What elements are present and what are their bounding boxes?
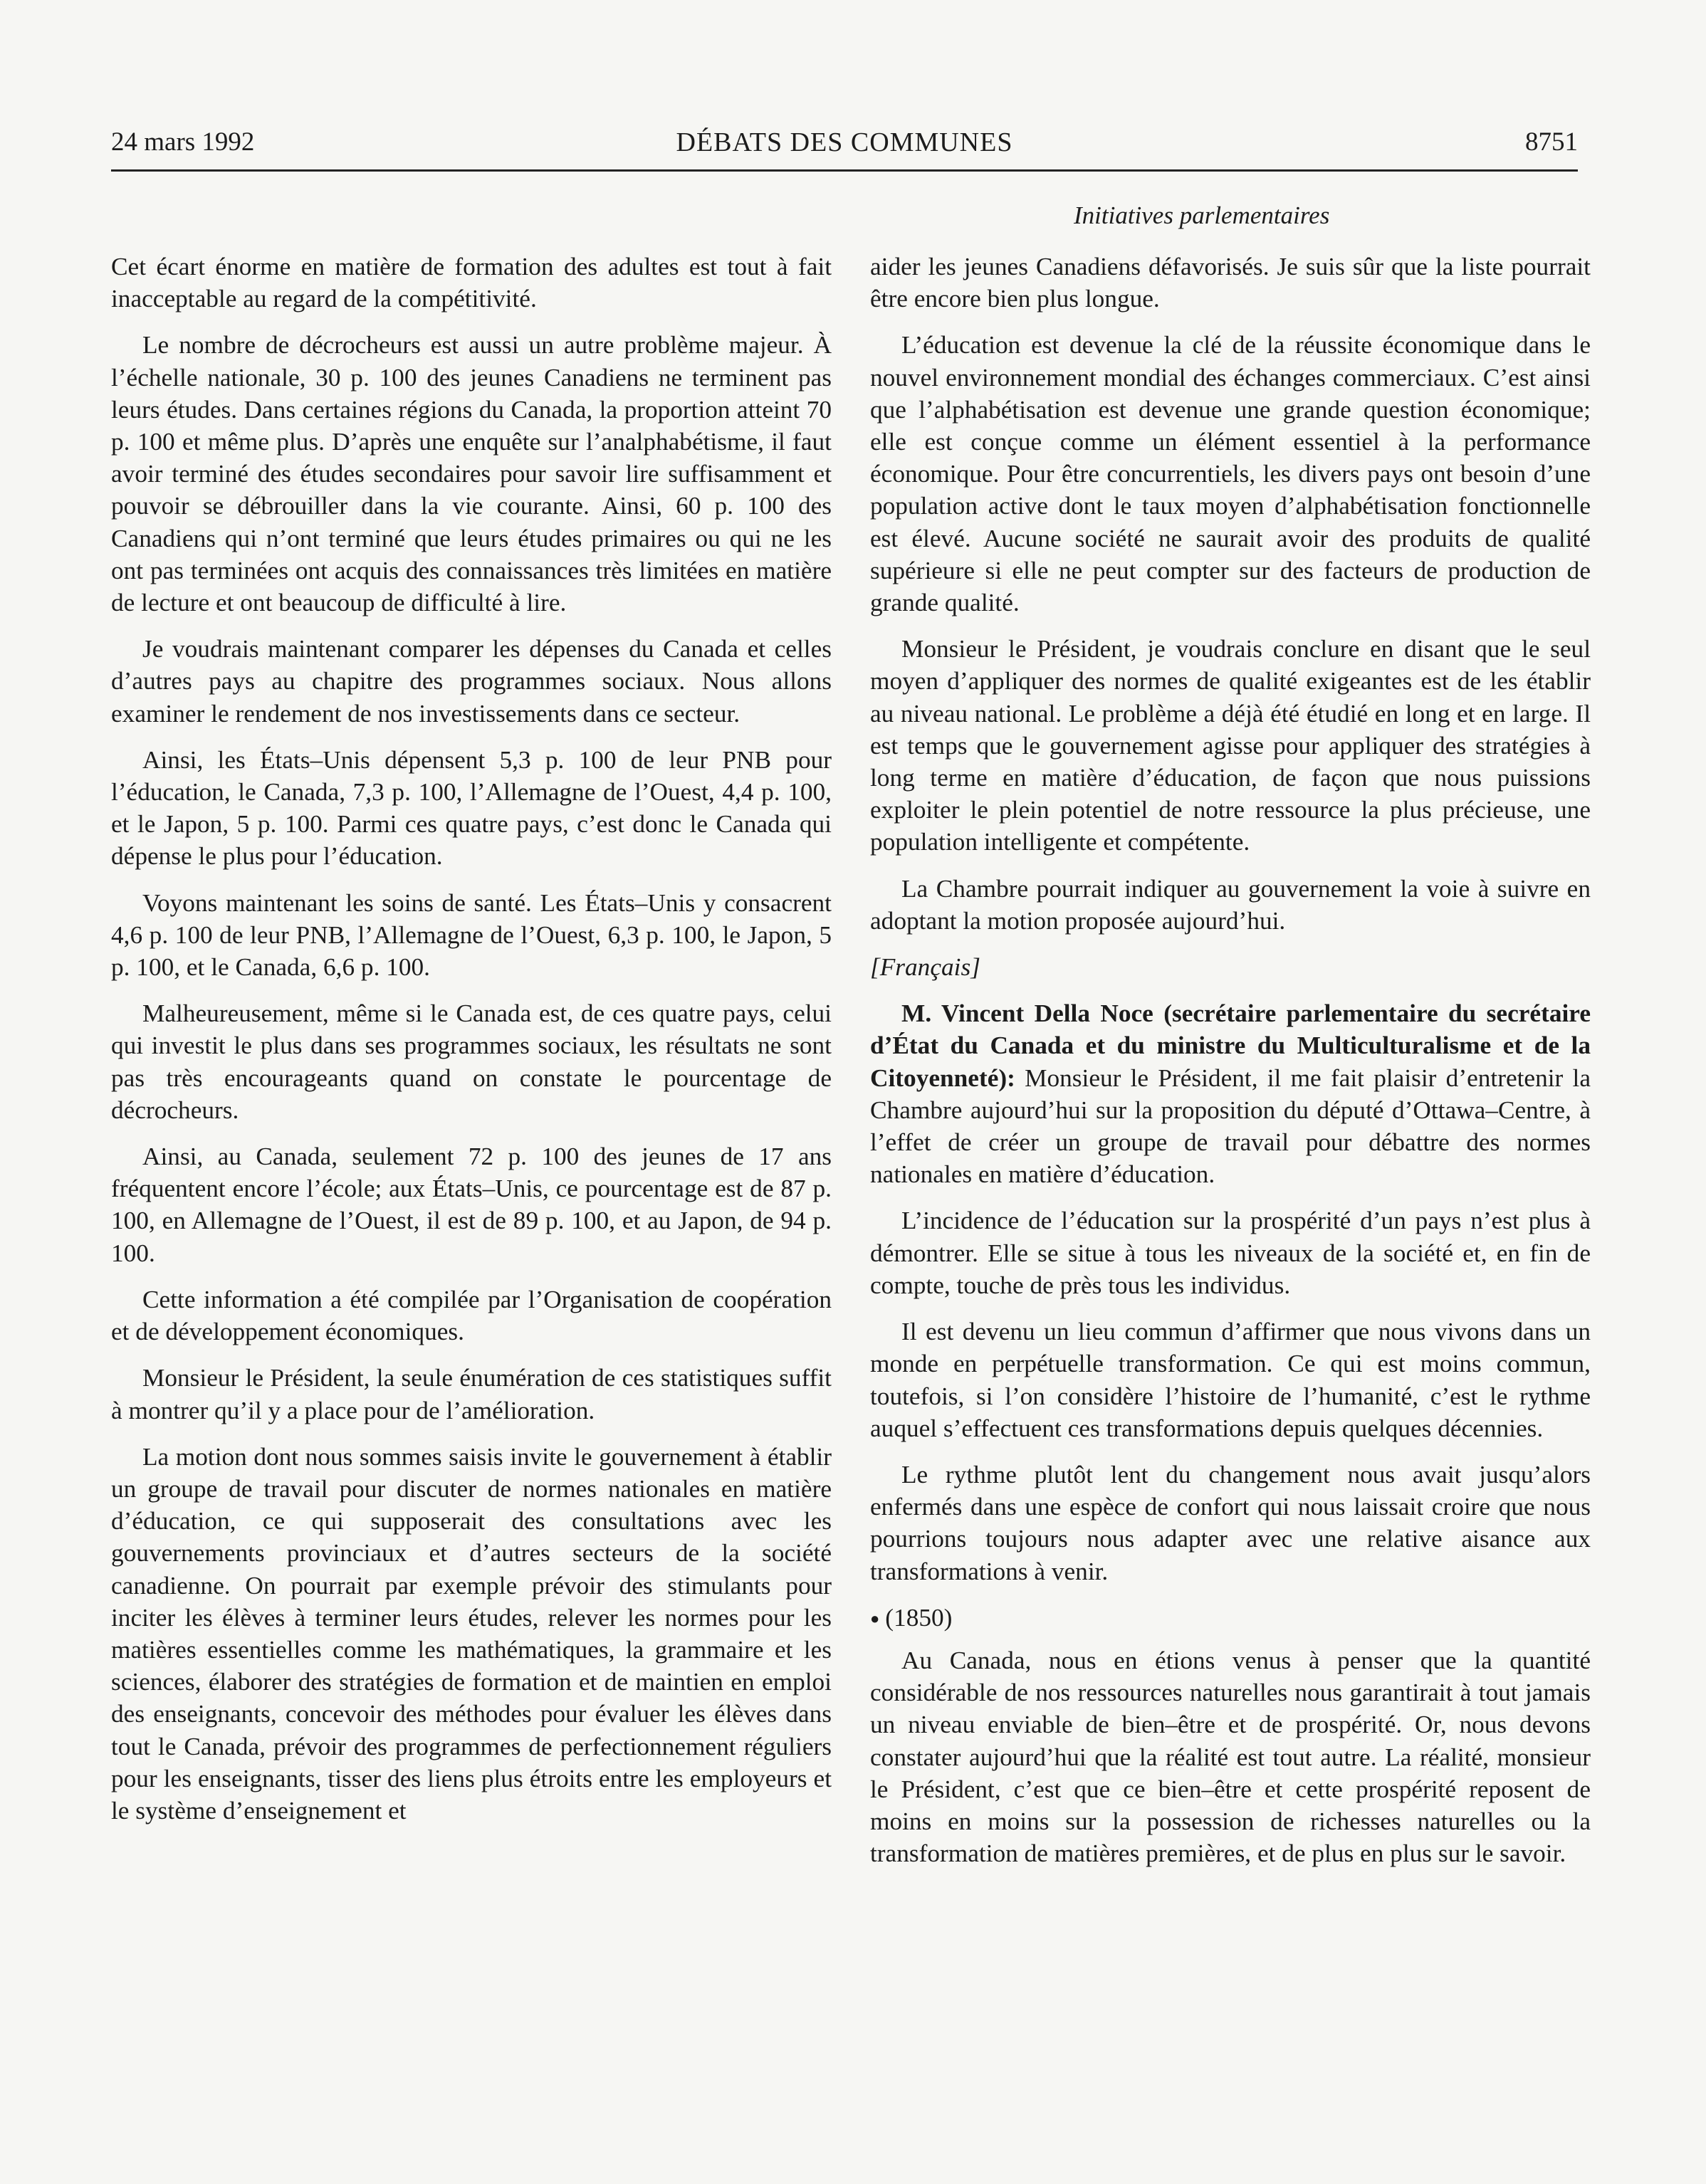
paragraph: L’éducation est devenue la clé de la réussite économique dans le nouvel environnement mondial des échanges commerciaux. C’est ainsi que l’alphabétisation est devenue une grande question économique; elle est conçue comme un élément essentiel à la performance économique. Pour être concurrentiels, les divers pays ont besoin d’une population active dont le taux moyen d’alphabétisation fonctionnelle est élevé. Aucune société ne saurait avoir des produits de qualité supérieure si elle ne peut compter sur des facteurs de production de grande qualité. [870, 331, 1591, 617]
paragraph: Monsieur le Président, je voudrais conclure en disant que le seul moyen d’appliquer des normes de qualité exigeantes est de les établir au niveau national. Le problème a déjà été étudié en long et en large. Il est temps que le gouvernement agisse pour appliquer des stratégies à long terme en matière d’éducation, de façon que nous puissions exploiter le plein potentiel de notre ressource la plus précieuse, une population intelligente et compétente. [870, 635, 1591, 856]
right-column [870, 251, 1591, 1884]
paragraph: aider les jeunes Canadiens défavorisés. Je suis sûr que la liste pourrait être encore bien plus longue. [870, 253, 1591, 313]
paragraph: Malheureusement, même si le Canada est, de ces quatre pays, celui qui investit le plus dans ses programmes sociaux, les résultats ne sont pas très encourageants quand on constate le pourcentage de décrocheurs. [111, 999, 832, 1124]
section-rubric: Initiatives parlementaires [1074, 201, 1330, 229]
paragraph: Monsieur le Président, la seule énumération de ces statistiques suffit à montrer qu’il y a place pour de l’amélioration. [111, 1364, 832, 1424]
header-date: 24 mars 1992 [111, 127, 255, 157]
paragraph: Au Canada, nous en étions venus à penser que la quantité considérable de nos ressources naturelles nous garantirait à tout jamais un niveau enviable de bien–être et de prospérité. Or, nous devons constater aujourd’hui que la réalité est tout autre. La réalité, monsieur le Président, c’est que ce bien–être et cette prospérité reposent de moins en moins sur la possession de richesses naturelles ou la transformation de matières premières, et de plus en plus sur le savoir. [870, 1646, 1591, 1868]
paragraph: La motion dont nous sommes saisis invite le gouvernement à établir un groupe de travail pour discuter de normes nationales en matière d’éducation, ce qui supposerait des consultations avec les gouvernements provinciaux et d’autres secteurs de la société canadienne. On pourrait par exemple prévoir des stimulants pour inciter les élèves à terminer leurs études, relever les normes pour les matières essentielles comme les mathématiques, la grammaire et les sciences, élaborer des stratégies de formation et de maintien en emploi des enseignants, concevoir des méthodes pour évaluer les élèves dans tout le Canada, prévoir des programmes de perfectionnement réguliers pour les enseignants, tisser des liens plus étroits entre les employeurs et le système d’enseignement et [111, 1442, 832, 1825]
page-number: 8751 [1525, 127, 1578, 157]
paragraph: Le rythme plutôt lent du changement nous avait jusqu’alors enfermés dans une espèce de confort qui nous laissait croire que nous pourrions toujours nous adapter avec une relative aisance aux transformations à venir. [870, 1460, 1591, 1585]
header-title: DÉBATS DES COMMUNES [676, 127, 1013, 157]
paragraph: Ainsi, les États–Unis dépensent 5,3 p. 100 de leur PNB pour l’éducation, le Canada, 7,3 p. 100, l’Allemagne de l’Ouest, 4,4 p. 100, et le Japon, 5 p. 100. Parmi ces quatre pays, c’est donc le Canada qui dépense le plus pour l’éducation. [111, 745, 832, 871]
speaker-text: Monsieur le Président, il me fait plaisir d’entretenir la Chambre aujourd’hui sur la proposition du député d’Ottawa–Centre, à l’effet de créer un groupe de travail pour débattre des normes nationales en matière d’éducation. [870, 1064, 1591, 1189]
bullet-icon: ● [870, 1609, 880, 1627]
paragraph: Il est devenu un lieu commun d’affirmer que nous vivons dans un monde en perpétuelle transformation. Ce qui est moins commun, toutefois, si l’on considère l’histoire de l’humanité, c’est le rythme auquel s’effectuent ces transformations depuis quelques décennies. [870, 1318, 1591, 1442]
left-column [111, 251, 832, 1841]
paragraph: Voyons maintenant les soins de santé. Les États–Unis y consacrent 4,6 p. 100 de leur PNB, l’Allemagne de l’Ouest, 6,3 p. 100, le Japon, 5 p. 100, et le Canada, 6,6 p. 100. [111, 888, 832, 982]
page-header [111, 127, 1578, 172]
paragraph: Ainsi, au Canada, seulement 72 p. 100 des jeunes de 17 ans fréquentent encore l’école; aux États–Unis, ce pourcentage est de 87 p. 100, en Allemagne de l’Ouest, il est de 89 p. 100, et au Japon, de 94 p. 100. [111, 1143, 832, 1267]
timestamp [870, 1602, 1591, 1634]
paragraph: Le nombre de décrocheurs est aussi un autre problème majeur. À l’échelle nationale, 30 p. 100 des jeunes Canadiens ne terminent pas leurs études. Dans certaines régions du Canada, la proportion atteint 70 p. 100 et même plus. D’après une enquête sur l’analphabétisme, il faut avoir terminé des études secondaires pour savoir lire suffisamment et pouvoir se débrouiller dans la vie courante. Ainsi, 60 p. 100 des Canadiens qui n’ont terminé que leurs études primaires ou qui ne les ont pas terminées ont acquis des connaissances très limitées en matière de lecture et ont beaucoup de difficulté à lire. [111, 331, 832, 617]
paragraph: Cet écart énorme en matière de formation des adultes est tout à fait inacceptable au regard de la compétitivité. [111, 253, 832, 313]
paragraph: L’incidence de l’éducation sur la prospérité d’un pays n’est plus à démontrer. Elle se situe à tous les niveaux de la société et, en fin de compte, touche de près tous les individus. [870, 1207, 1591, 1299]
speaker-name: M. Vincent Della Noce (secrétaire parlementaire du secrétaire d’État du Canada et du ministre du Multiculturalisme et de la Citoyenneté): [870, 999, 1591, 1092]
paragraph: La Chambre pourrait indiquer au gouvernement la voie à suivre en adoptant la motion proposée aujourd’hui. [870, 874, 1591, 935]
language-marker: [Français] [870, 953, 980, 982]
timestamp-text: (1850) [885, 1603, 953, 1632]
speaker-paragraph [870, 997, 1591, 1190]
paragraph: Cette information a été compilée par l’Organisation de coopération et de développement économiques. [111, 1285, 832, 1346]
paragraph: Je voudrais maintenant comparer les dépenses du Canada et celles d’autres pays au chapitre des programmes sociaux. Nous allons examiner le rendement de nos investissements dans ce secteur. [111, 635, 832, 728]
